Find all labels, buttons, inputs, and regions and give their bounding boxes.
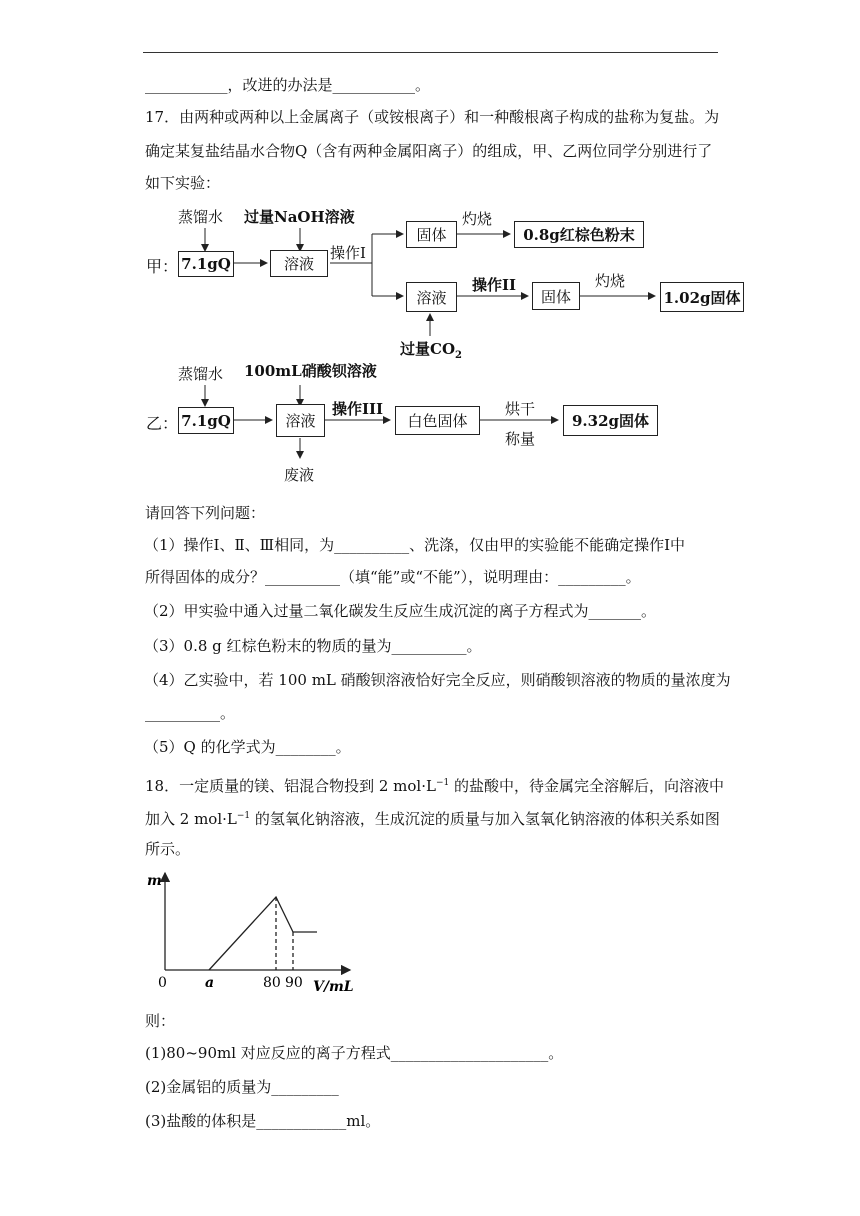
x-axis-label: V/mL [313,979,354,995]
yi-solution-box: 溶液 [276,404,325,437]
q17-text-3: 如下实验： [145,174,221,192]
header-line: ___________，改进的办法是___________。 [145,76,431,94]
yi-dry: 烘干 [505,400,536,418]
yi-white-solid-box: 白色固体 [395,406,480,435]
jia-label: 甲： [146,257,179,276]
jia-burn1: 灼烧 [462,210,493,228]
q18-then: 则： [145,1012,176,1030]
jia-solution2-box: 溶液 [406,282,457,312]
q17-text-2: 确定某复盐结晶水合物Q（含有两种金属阳离子）的组成，甲、乙两位同学分别进行了 [145,142,713,160]
jia-op1: 操作I [330,244,366,262]
q18-s1: (1)80~90ml 对应反应的离子方程式_____________________。 [145,1044,564,1062]
jia-burn2: 灼烧 [595,272,626,290]
q17-sub5: （5）Q 的化学式为________。 [144,738,351,756]
jia-solid2-box: 固体 [532,282,580,310]
jia-co2-label: 过量$CO_2$ [400,340,462,361]
y-axis-label: m [147,873,162,889]
q18-text-3: 所示。 [145,840,191,858]
q17-sub1a: （1）操作Ⅰ、Ⅱ、Ⅲ相同，为__________、洗涤，仅由甲的实验能不能确定操作Ⅰ中 [144,536,686,554]
q17-sub3: （3）0.8 g 红棕色粉末的物质的量为__________。 [144,637,482,655]
jia-solid1-box: 固体 [406,221,457,248]
jia-result1-box: 0.8g红棕色粉末 [514,221,644,248]
yi-weigh: 称量 [505,430,536,448]
yi-label: 乙： [146,414,179,433]
yi-reagent-bano3: 100mL硝酸钡溶液 [244,362,377,380]
yi-op3: 操作III [332,400,384,418]
q18-s2: (2)金属铝的质量为_________ [145,1078,339,1096]
q17-sub4b: __________。 [145,704,236,722]
yi-start-box: 7.1gQ [178,407,234,434]
q18-text-2: 加入 2 $mol\cdot L^{-1}$ 的氢氧化钠溶液，生成沉淀的质量与加入氢氧化钠溶液的体积关系如图 [145,810,720,828]
tick-a: a [205,975,215,991]
jia-reagent-naoh: 过量NaOH溶液 [244,208,355,226]
q17-sub1b: 所得固体的成分？__________（填“能”或“不能”），说明理由：_________。 [145,568,641,586]
yi-waste: 废液 [284,466,315,484]
q17-sub2: （2）甲实验中通入过量二氧化碳发生反应生成沉淀的离子方程式为_______。 [144,602,657,620]
jia-start-box: 7.1gQ [178,251,234,277]
q17-prompt: 请回答下列问题： [145,504,266,522]
jia-solution-box: 溶液 [270,250,328,277]
origin-label: 0 [158,975,167,991]
jia-reagent-water: 蒸馏水 [178,208,224,226]
q18-text-1: 18．一定质量的镁、铝混合物投到 2 $mol\cdot L^{-1}$ 的盐酸中，待金属完全溶解后，向溶液中 [145,777,725,795]
series-line [209,897,317,970]
jia-op2: 操作II [472,276,517,294]
tick-80: 80 [263,975,281,991]
jia-result2-box: 1.02g固体 [660,282,744,312]
q17-text-1: 17．由两种或两种以上金属离子（或铵根离子）和一种酸根离子构成的盐称为复盐。为 [145,108,720,126]
tick-90: 90 [285,975,303,991]
q17-sub4a: （4）乙实验中，若 100 mL 硝酸钡溶液恰好完全反应，则硝酸钡溶液的物质的量浓度为 [144,671,731,689]
yi-reagent-water: 蒸馏水 [178,365,224,383]
q18-s3: (3)盐酸的体积是____________ml。 [145,1112,381,1130]
yi-result-box: 9.32g固体 [563,405,658,436]
precipitate-chart [145,865,365,997]
